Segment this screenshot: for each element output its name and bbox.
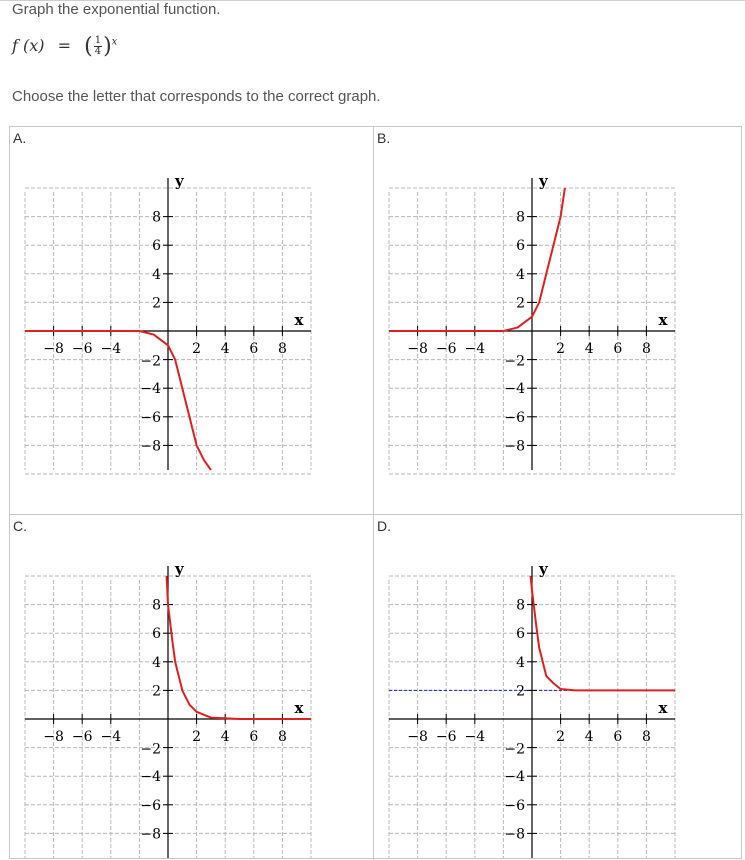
option-a[interactable]: [10, 127, 373, 514]
graph-d-y-tick-label: −6: [504, 797, 525, 814]
graph-a-x-tick-label: 8: [277, 341, 287, 357]
graph-b-x-tick-label: 4: [584, 341, 594, 357]
graph-a-y-tick-label: 2: [152, 295, 161, 312]
option-d[interactable]: [374, 515, 743, 860]
graph-c-y-tick-label: −4: [140, 769, 161, 786]
option-a-letter: A.: [13, 130, 27, 146]
exponent: x: [111, 36, 118, 48]
graph-b-y-tick-label: −6: [504, 409, 525, 426]
graph-d-y-tick-label: −4: [504, 769, 525, 786]
graph-a-y-axis-label: y: [175, 172, 184, 190]
graph-a-x-tick-label: 4: [220, 341, 230, 357]
graph-a: [10, 127, 373, 514]
graph-d-x-tick-label: 6: [613, 729, 623, 745]
graph-a-x-tick-label: 6: [249, 341, 259, 357]
graph-c-x-tick-label: −4: [100, 729, 122, 745]
base-denominator: 4: [94, 46, 102, 57]
option-b-letter: B.: [377, 130, 391, 146]
graph-b-x-tick-label: 6: [613, 341, 623, 357]
graph-a-x-axis-label: x: [294, 311, 304, 329]
graph-d-y-axis-label: y: [539, 560, 548, 578]
answer-choices-table: [9, 126, 742, 859]
graph-c-y-tick-label: −2: [140, 741, 161, 758]
graph-c-y-axis-label: y: [175, 560, 184, 578]
graph-a-y-tick-label: 4: [152, 266, 161, 283]
graph-a-y-tick-label: −2: [140, 353, 161, 370]
graph-d-y-tick-label: −8: [504, 826, 525, 843]
graph-c-x-axis-label: x: [294, 699, 304, 717]
option-c-letter: C.: [13, 518, 27, 534]
graph-c-curve: [167, 576, 311, 719]
graph-d-y-tick-label: 8: [516, 597, 525, 614]
graph-b-x-tick-label: −4: [464, 341, 486, 357]
graph-d-y-tick-label: 4: [516, 654, 525, 671]
graph-b-y-tick-label: −8: [504, 438, 525, 455]
graph-b-x-tick-label: 8: [641, 341, 651, 357]
instruction-text: Choose the letter that corresponds to the correct graph.: [12, 88, 381, 105]
graph-b-x-tick-label: −8: [407, 341, 428, 357]
graph-c-y-tick-label: −6: [140, 797, 161, 814]
option-c[interactable]: [10, 515, 373, 860]
graph-d-y-tick-label: 6: [516, 626, 525, 643]
graph-d-y-tick-label: 2: [516, 683, 525, 700]
graph-d: [374, 515, 743, 860]
graph-c: [10, 515, 373, 860]
graph-c-y-tick-label: 2: [152, 683, 161, 700]
graph-b-x-axis-label: x: [658, 311, 668, 329]
graph-d-x-tick-label: 4: [584, 729, 594, 745]
right-paren: ): [103, 34, 112, 59]
graph-b-y-tick-label: 2: [516, 295, 525, 312]
graph-b-y-tick-label: 4: [516, 266, 525, 283]
option-b[interactable]: [374, 127, 743, 514]
graph-a-y-tick-label: −8: [140, 438, 161, 455]
left-paren: (: [84, 34, 93, 59]
graph-c-y-tick-label: −8: [140, 826, 161, 843]
graph-d-y-tick-label: −2: [504, 741, 525, 758]
graph-b-y-axis-label: y: [539, 172, 548, 190]
graph-a-x-tick-label: −8: [43, 341, 64, 357]
function-formula: [12, 34, 117, 59]
graph-c-y-tick-label: 8: [152, 597, 161, 614]
graph-b-x-tick-label: −6: [435, 341, 457, 357]
option-d-letter: D.: [377, 518, 391, 534]
graph-c-x-tick-label: −8: [43, 729, 64, 745]
graph-c-x-tick-label: 2: [192, 729, 202, 745]
graph-b-x-tick-label: 2: [556, 341, 566, 357]
graph-d-x-axis-label: x: [658, 699, 668, 717]
question-prompt: Graph the exponential function.: [12, 1, 221, 18]
graph-c-x-tick-label: 4: [220, 729, 230, 745]
graph-a-x-tick-label: −4: [100, 341, 122, 357]
graph-a-y-tick-label: −6: [140, 409, 161, 426]
graph-b-y-tick-label: 8: [516, 209, 525, 226]
graph-a-y-tick-label: −4: [140, 381, 161, 398]
function-lhs: f (x): [12, 36, 45, 55]
graph-c-y-tick-label: 4: [152, 654, 161, 671]
graph-c-x-tick-label: −6: [71, 729, 93, 745]
graph-c-x-tick-label: 8: [277, 729, 287, 745]
graph-b-y-tick-label: −4: [504, 381, 525, 398]
graph-d-x-tick-label: 8: [641, 729, 651, 745]
graph-d-x-tick-label: −4: [464, 729, 486, 745]
graph-c-x-tick-label: 6: [249, 729, 259, 745]
graph-a-x-tick-label: 2: [192, 341, 202, 357]
graph-d-x-tick-label: −6: [435, 729, 457, 745]
graph-a-y-tick-label: 8: [152, 209, 161, 226]
graph-a-x-tick-label: −6: [71, 341, 93, 357]
graph-b-y-tick-label: −2: [504, 353, 525, 370]
graph-b: [374, 127, 743, 514]
graph-d-x-tick-label: −8: [407, 729, 428, 745]
graph-b-curve: [389, 188, 565, 331]
graph-a-y-tick-label: 6: [152, 238, 161, 255]
base-fraction: [94, 36, 102, 57]
base-numerator: 1: [94, 35, 102, 46]
graph-c-y-tick-label: 6: [152, 626, 161, 643]
graph-b-y-tick-label: 6: [516, 238, 525, 255]
graph-d-x-tick-label: 2: [556, 729, 566, 745]
equals-sign: =: [57, 36, 72, 55]
